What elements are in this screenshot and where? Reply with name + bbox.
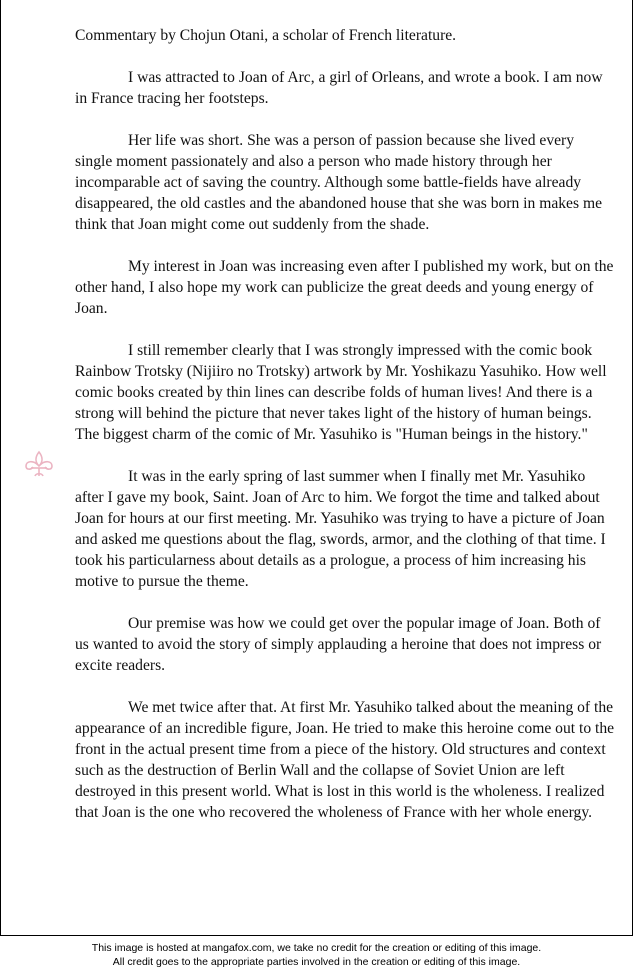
document-body	[75, 25, 615, 844]
paragraph-4: I still remember clearly that I was strongly impressed with the comic book Rainbow Trotsky (Nijiiro no Trotsky) artwork by Mr. Yoshikazu Yasuhiko. How well comic books created by thin lines can describe folds of human lives! And there is a strong will behind the picture that never takes light of the history of human beings. The biggest charm of the comic of Mr. Yasuhiko is "Human beings in the history."	[75, 342, 607, 443]
footer-line-2: All credit goes to the appropriate parties involved in the creation or editing of this image.	[112, 956, 521, 968]
paragraph-7: We met twice after that. At first Mr. Yasuhiko talked about the meaning of the appearance of an incredible figure, Joan. He tried to make this heroine come out to the front in the actual present time from a piece of the history. Old structures and context such as the destruction of Berlin Wall and the collapse of Soviet Union are left destroyed in this present world. What is lost in this world is the wholeness. I realized that Joan is the one who recovered the wholeness of France with her whole energy.	[75, 699, 615, 821]
paragraph-5: It was in the early spring of last summer when I finally met Mr. Yasuhiko after I gave my book, Saint. Joan of Arc to him. We forgot the time and talked about Joan for hours at our first meeting. Mr. Yasuhiko was trying to have a picture of Joan and asked me questions about the flag, swords, armor, and the clothing of that time. I took his particularness about details as a prologue, a process of him increasing his motive to pursue the theme.	[75, 468, 606, 590]
paragraph-1: I was attracted to Joan of Arc, a girl of Orleans, and wrote a book. I am now in France tracing her footsteps.	[75, 69, 603, 107]
paragraph-2: Her life was short. She was a person of passion because she lived every single moment passionately and also a person who made history through her incomparable act of saving the country. Although some battle-fields have already disappeared, the old castles and the abandoned house that she was born in makes me think that Joan might come out suddenly from the shade.	[75, 132, 602, 233]
document-heading: Commentary by Chojun Otani, a scholar of French literature.	[75, 27, 457, 44]
hosting-footer	[0, 941, 633, 969]
footer-line-1: This image is hosted at mangafox.com, we take no credit for the creation or editing of this image.	[91, 942, 542, 954]
paragraph-6: Our premise was how we could get over the popular image of Joan. Both of us wanted to avoid the story of simply applauding a heroine that does not impress or excite readers.	[75, 615, 602, 674]
fleur-de-lis-icon	[21, 448, 57, 482]
paragraph-3: My interest in Joan was increasing even after I published my work, but on the other hand, I also hope my work can publicize the great deeds and young energy of Joan.	[75, 258, 614, 317]
